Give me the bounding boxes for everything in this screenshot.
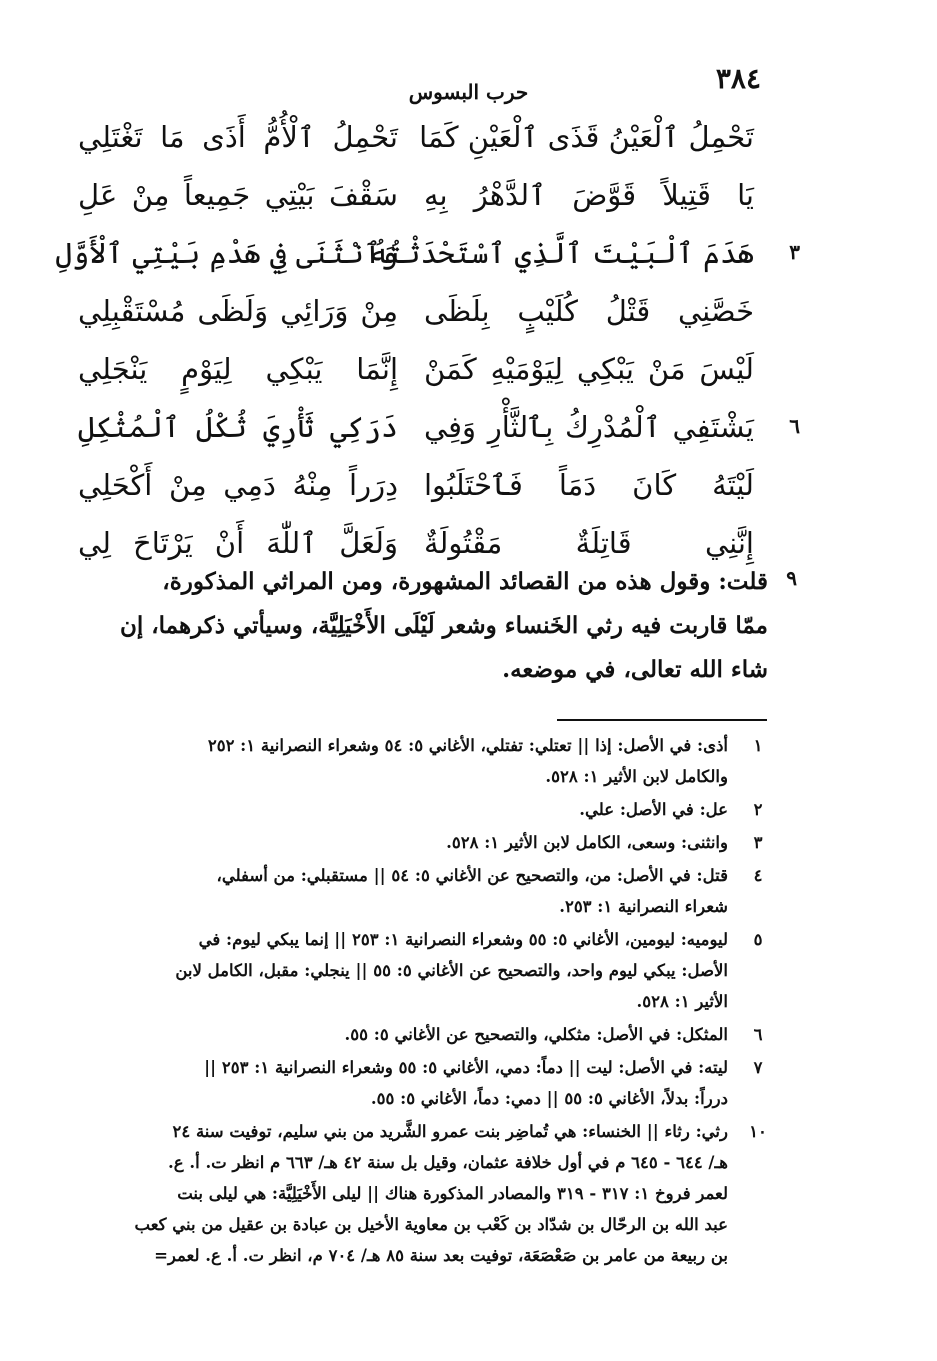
verse [70,174,792,232]
footnote-line: رثي: رثاء || الخنساء: هي تُماضِر بنت عمرو الشَّريد من بني سليم، توفيت سنة ٢٤ [172,1122,728,1141]
footnote-line: الأثير ١: ٥٢٨. [636,992,728,1011]
footnote-line: عل: في الأصل: علي. [579,800,728,819]
footnote-line: والكامل لابن الأثير ١: ٥٢٨. [545,767,728,786]
footnote [80,730,770,792]
poem [55,116,800,580]
second-hemistich: تَحْمِلُ ٱلْأُمُّ أَذَى مَا تَغْتَلِي [78,120,398,154]
footnote-number: ٦ [753,1025,763,1044]
second-hemistich: وَلَعَلَّ ٱللّٰهَ أَنْ يَرْتَاحَ لِي [78,526,398,560]
page-number: ٣٨٤ [715,62,761,95]
verse [55,232,800,290]
footnote [80,924,770,1017]
second-hemistich: إِنَّمَا يَبْكِي لِيَوْمٍ يَنْجَلِي [78,352,398,386]
footnote-line: قتل: في الأصل: من، والتصحيح عن الأغاني ٥: ٥٤ || مستقبلي: من أسفلي، [216,866,728,885]
second-hemistich: مِنْ وَرَائِي وَلَظَى مُسْتَقْبِلِي [78,294,398,328]
verse [70,406,800,464]
footnote [80,1019,770,1050]
footnote-separator [557,719,767,721]
first-hemistich: يَشْتَفِي ٱلْمُدْرِكُ بِٱلثَّأْرِ وَفِي [424,410,754,444]
first-hemistich: تَحْمِلُ ٱلْعَيْنُ قَذَى ٱلْعَيْنِ كَمَا [419,120,754,154]
second-hemistich: سَقْفَ بَيْتِي جَمِيعاً مِنْ عَلِ [78,178,398,212]
verse [70,116,792,174]
footnote-number: ٥ [753,930,763,949]
second-hemistich: دَرَكِي ثَأْرِيَ ثُكْلُ ٱلْمُثْكِلِ [78,410,398,444]
footnote [80,1116,770,1271]
verse [70,464,792,522]
verse [70,348,792,406]
footnote [80,860,770,922]
footnote-line: بن ربيعة من عامر بن صَعْصَعَة، توفيت بعد سنة ٨٥ هـ/ ٧٠٤ م، انظر ت. أ. ع. لعمر= [154,1246,728,1265]
footnote-line: عبد الله بن الرحّال بن شدّاد بن كَعْب بن معاوية الأخيل بن عبادة بن عقيل من بني كعب [134,1215,728,1234]
footnote-line: لعمر فروخ ١: ٣١٧ - ٣١٩ والمصادر المذكورة هناك || ليلى الأَخْيَلِيَّة: هي ليلى بنت [177,1184,728,1203]
footnote-number: ٤ [753,866,763,885]
footnote-number: ٣ [753,833,763,852]
footnote-number: ٧ [753,1058,763,1077]
first-hemistich: لَيْتَهُ كَانَ دَمَاً فَٱحْتَلَبُوا [424,468,754,502]
prose-paragraph [78,560,768,692]
first-hemistich: خَصَّنِي قَتْلُ كُلَيْبٍ بِلَظَى [424,294,754,328]
verse-number: ٦ [789,414,800,438]
second-hemistich: وَٱنْثَنَى فِي هَدْمِ بَيْتِي ٱلْأَوَّلِ [55,236,398,270]
footnote [80,827,770,858]
footnote-line: هـ/ ٦٤٤ - ٦٤٥ م في أول خلافة عثمان، وقيل بل سنة ٤٢ هـ/ ٦٦٣ م انظر ت. أ. ع. [168,1153,728,1172]
footnotes [80,730,770,1273]
footnote [80,794,770,825]
verse-number: ٣ [789,240,800,264]
prose-line: ممّا قاربت فيه رثي الخَنساء وشعر لَيْلَى الأَخْيَلِيَّة، وسيأتي ذكرهما، إن [119,612,768,639]
footnote-line: ليوميه: ليومين، الأغاني ٥: ٥٥ وشعراء النصرانية ١: ٢٥٣ || إنما يبكي ليوم: في [198,930,728,949]
footnote-line: شعراء النصرانية ١: ٢٥٣. [559,897,728,916]
footnote [80,1052,770,1114]
second-hemistich: دِرَراً مِنْهُ دَمِي مِنْ أَكْحَلِي [78,468,398,502]
verse [70,290,792,348]
first-hemistich: هَدَمَ ٱلْبَيْتَ ٱلَّذِي ٱسْتَحْدَثْتُهُ [369,236,754,270]
footnote-number: ١٠ [749,1122,767,1141]
prose-line: شاء الله تعالى، في موضعه. [502,656,768,683]
prose-line-number: ٩ [786,566,797,590]
footnote-line: المثكل: في الأصل: مثكلي، والتصحيح عن الأغاني ٥: ٥٥. [344,1025,728,1044]
footnote-line: وانثنى: وسعى، الكامل لابن الأثير ١: ٥٢٨. [446,833,728,852]
footnote-line: أذى: في الأصل: إذا || تعتلي: تفتلي، الأغاني ٥: ٥٤ وشعراء النصرانية ١: ٢٥٢ [207,736,728,755]
footnote-line: الأصل: يبكي ليوم واحد، والتصحيح عن الأغاني ٥: ٥٥ || ينجلي: مقبل، الكامل لابن [175,961,728,980]
prose-line: قلت: وقول هذه من القصائد المشهورة، ومن المراثي المذكورة، [162,568,768,595]
first-hemistich: يَا قَتِيلاً قَوَّضَ ٱلدَّهْرُ بِهِ [424,178,754,212]
footnote-number: ٢ [753,800,763,819]
footnote-line: ليته: في الأصل: ليت || دماً: دمي، الأغاني ٥: ٥٥ وشعراء النصرانية ١: ٢٥٣ || [204,1058,728,1077]
running-title: حرب البسوس [408,80,529,104]
first-hemistich: لَيْسَ مَنْ يَبْكِي لِيَوْمَيْهِ كَمَنْ [424,352,754,386]
first-hemistich: إِنَّنِي قَاتِلَةٌ مَقْتُولَةٌ [424,526,754,560]
footnote-line: درراً: بدلاً، الأغاني ٥: ٥٥ || دمي: دماً، الأغاني ٥: ٥٥. [370,1089,728,1108]
footnote-number: ١ [753,736,763,755]
